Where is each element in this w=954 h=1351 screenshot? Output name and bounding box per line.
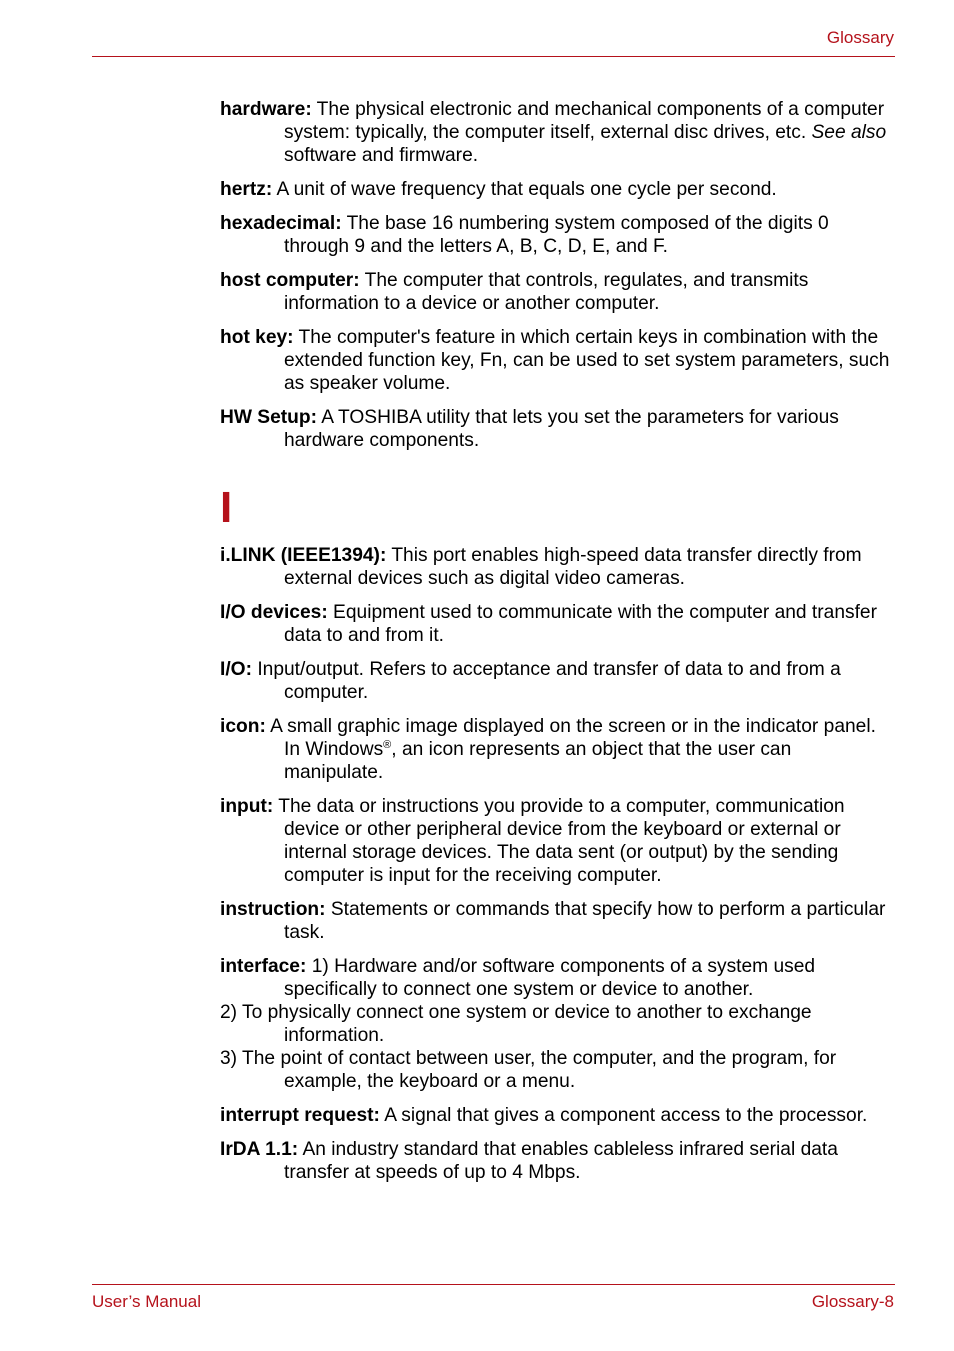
glossary-definition: 1) Hardware and/or software components of a system used specifically to connect one system or device to another. bbox=[284, 956, 816, 1000]
glossary-entry-irda bbox=[220, 1138, 895, 1184]
glossary-term: host computer: bbox=[220, 270, 360, 291]
glossary-definition-line: 3) The point of contact between user, the computer, and the program, for example, the keyboard or a menu. bbox=[220, 1048, 837, 1092]
glossary-term: HW Setup: bbox=[220, 407, 317, 428]
section-letter-heading: I bbox=[220, 483, 233, 532]
footer-page-number: Glossary-8 bbox=[811, 1292, 894, 1311]
glossary-definition: A signal that gives a component access to the processor. bbox=[379, 1105, 868, 1126]
footer-manual-title: User’s Manual bbox=[92, 1292, 201, 1311]
glossary-definition: The computer that controls, regulates, and transmits information to a device or another computer. bbox=[284, 270, 809, 314]
glossary-definition: This port enables high-speed data transfer directly from external devices such as digital video cameras. bbox=[284, 545, 862, 589]
glossary-definition-tail: software and firmware. bbox=[284, 145, 479, 166]
glossary-entry-hexadecimal bbox=[220, 212, 895, 258]
glossary-term: IrDA 1.1: bbox=[220, 1139, 299, 1160]
see-also-text: See also bbox=[811, 122, 887, 143]
glossary-definition: Equipment used to communicate with the computer and transfer data to and from it. bbox=[284, 602, 877, 646]
glossary-definition-tail: , an icon represents an object that the user can manipulate. bbox=[284, 739, 792, 783]
glossary-entry-hot-key bbox=[220, 326, 895, 395]
glossary-content bbox=[220, 98, 895, 1195]
glossary-entry-interrupt-request bbox=[220, 1104, 895, 1127]
glossary-entry-interface bbox=[220, 955, 895, 1093]
glossary-definition: The data or instructions you provide to a computer, communication device or other peripheral device from the keyboard or external or internal storage devices. The data sent (or output) by the sending computer is input for the receiving computer. bbox=[273, 796, 845, 886]
glossary-term: hexadecimal: bbox=[220, 213, 342, 234]
glossary-entry-io bbox=[220, 658, 895, 704]
glossary-entry-hw-setup bbox=[220, 406, 895, 452]
glossary-entry-ilink bbox=[220, 544, 895, 590]
glossary-definition: An industry standard that enables cableless infrared serial data transfer at speeds of up to 4 Mbps. bbox=[284, 1139, 838, 1183]
glossary-entry-host-computer bbox=[220, 269, 895, 315]
glossary-definition: Statements or commands that specify how to perform a particular task. bbox=[284, 899, 886, 943]
glossary-entry-icon bbox=[220, 715, 895, 784]
footer-rule bbox=[92, 1284, 895, 1285]
glossary-entry-hertz bbox=[220, 178, 895, 201]
glossary-term: hertz: bbox=[220, 179, 273, 200]
glossary-term: i.LINK (IEEE1394): bbox=[220, 545, 387, 566]
page-header-title: Glossary bbox=[826, 28, 894, 47]
glossary-term: interrupt request: bbox=[220, 1105, 380, 1126]
glossary-entry-io-devices bbox=[220, 601, 895, 647]
glossary-definition: A TOSHIBA utility that lets you set the parameters for various hardware components. bbox=[284, 407, 839, 451]
glossary-definition: Input/output. Refers to acceptance and transfer of data to and from a computer. bbox=[251, 659, 841, 703]
glossary-definition: The base 16 numbering system composed of the digits 0 through 9 and the letters A, B, C, D, E, and F. bbox=[284, 213, 829, 257]
glossary-term: icon: bbox=[220, 716, 266, 737]
glossary-term: instruction: bbox=[220, 899, 326, 920]
glossary-term: input: bbox=[220, 796, 274, 817]
glossary-definition: A small graphic image displayed on the screen or in the indicator panel. In Windows bbox=[265, 716, 876, 760]
glossary-term: interface: bbox=[220, 956, 307, 977]
glossary-term: I/O: bbox=[220, 659, 252, 680]
glossary-definition: The computer's feature in which certain keys in combination with the extended function key, Fn, can be used to set system parameters, such as speaker volume. bbox=[284, 327, 890, 394]
glossary-entry-hardware bbox=[220, 98, 895, 167]
glossary-entry-input bbox=[220, 795, 895, 887]
glossary-term: hot key: bbox=[220, 327, 294, 348]
glossary-term: I/O devices: bbox=[220, 602, 328, 623]
registered-mark: ® bbox=[383, 739, 392, 751]
glossary-definition: The physical electronic and mechanical components of a computer system: typically, the computer itself, external disc drives, etc. bbox=[284, 99, 885, 143]
glossary-definition: A unit of wave frequency that equals one cycle per second. bbox=[272, 179, 777, 200]
glossary-entry-instruction bbox=[220, 898, 895, 944]
glossary-term: hardware: bbox=[220, 99, 312, 120]
header-rule bbox=[92, 56, 895, 57]
glossary-definition-line: 2) To physically connect one system or device to another to exchange information. bbox=[220, 1002, 812, 1046]
